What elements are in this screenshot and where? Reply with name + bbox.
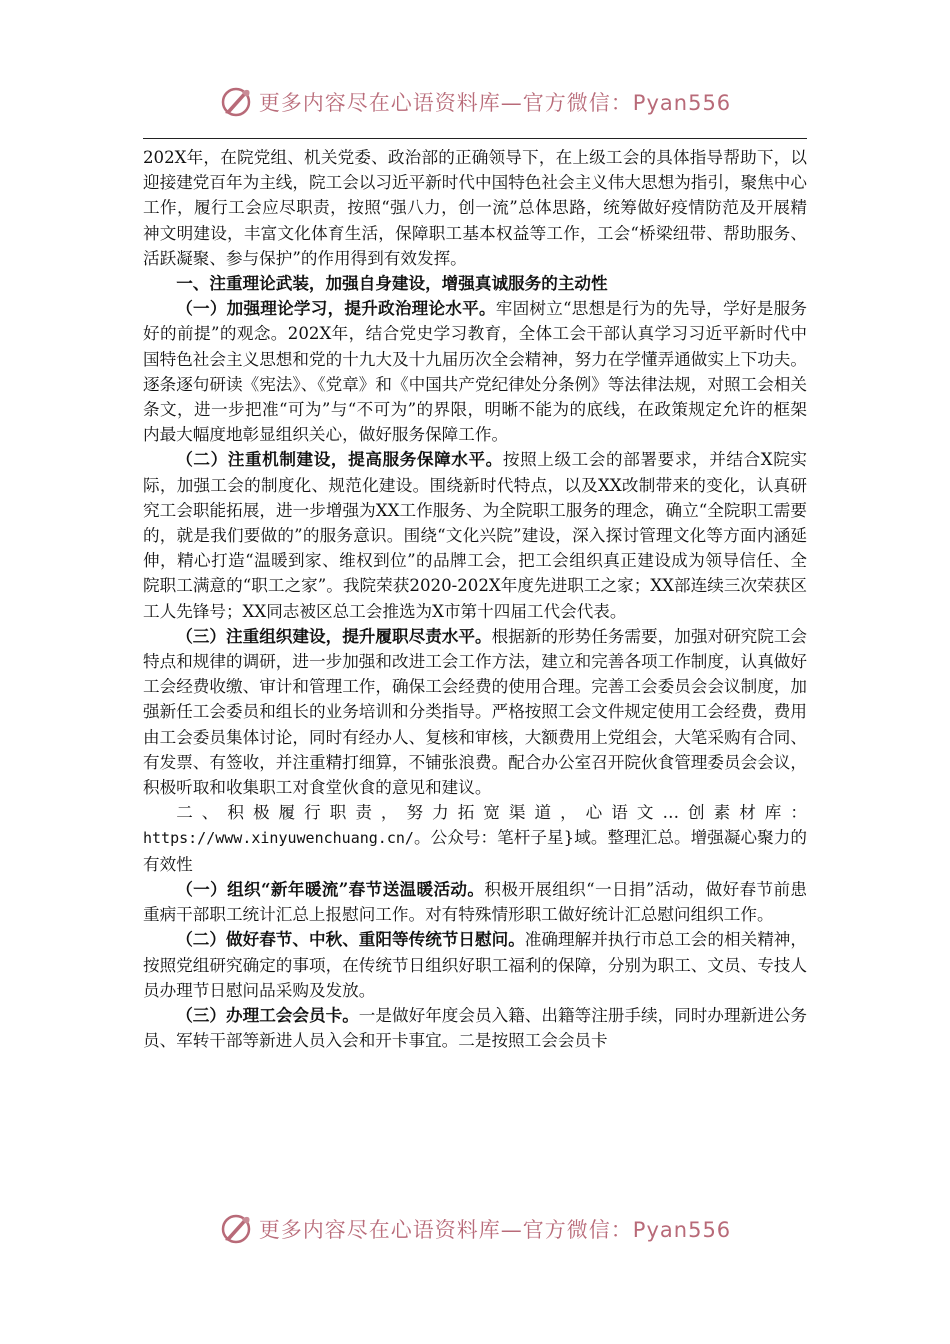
section-2-heading <box>143 800 807 877</box>
footer-banner <box>0 1207 950 1251</box>
footer-banner-text: 更多内容尽在心语资料库—官方微信：Pyan556 <box>258 1218 732 1242</box>
section-1-item-1-text: 牢固树立“思想是行为的先导，学好是服务好的前提”的观念。202X年，结合党史学习教育，全体工会干部认真学习习近平新时代中国特色社会主义思想和党的十九大及十九届历次全会精神，努力在学懂弄通做实上下功夫。逐条逐句研读《宪法》、《党章》和《中国共产党纪律处分条例》等法律法规，对照工会相关条文，进一步把准“可为”与“不可为”的界限，明晰不能为的底线，在政策规定允许的框架内最大幅度地彰显组织关心，做好服务保障工作。 <box>143 299 808 445</box>
header-banner <box>0 80 950 124</box>
section-2-item-2-title: （二）做好春节、中秋、重阳等传统节日慰问。 <box>176 929 525 950</box>
section-1-item-3-text: 根据新的形势任务需要，加强对研究院工会特点和规律的调研，进一步加强和改进工会工作方法，建立和完善各项工作制度，认真做好工会经费收缴、审计和管理工作，确保工会经费的使用合理。完善工会委员会会议制度，加强新任工会委员和组长的业务培训和分类指导。严格按照工会文件规定使用工会经费，费用由工会委员集体讨论，同时有经办人、复核和审核，大额费用上党组会，大笔采购有合同、有发票、有签收，并注重精打细算，不铺张浪费。配合办公室召开院伙食管理委员会会议，积极听取和收集职工对食堂伙食的意见和建议。 <box>143 626 808 798</box>
header-banner-text: 更多内容尽在心语资料库—官方微信：Pyan556 <box>258 91 732 115</box>
section-2-item-1 <box>143 877 807 927</box>
section-2-item-3-title: （三）办理工会会员卡。 <box>176 1004 359 1025</box>
section-2-item-2 <box>143 927 807 1003</box>
section-1-item-2 <box>143 447 807 623</box>
section-2-item-1-text: 积极开展组织“一日捐”活动，做好春节前患重病干部职工统计汇总上报慰问工作。对有特殊情形职工做好统计汇总慰问组织工作。 <box>143 879 807 925</box>
quill-logo-icon <box>219 85 253 119</box>
section-1-item-1 <box>143 296 807 447</box>
section-1-item-3 <box>143 624 807 800</box>
header-divider <box>143 138 807 139</box>
document-body <box>143 145 807 1053</box>
section-1-heading: 一、注重理论武装，加强自身建设，增强真诚服务的主动性 <box>176 273 608 294</box>
section-1-item-3-title: （三）注重组织建设，提升履职尽责水平。 <box>176 625 492 646</box>
watermark-url-link[interactable]: https://www.xinyuwenchuang.cn/ <box>143 829 414 848</box>
section-2-item-1-title: （一）组织“新年暖流”春节送温暖活动。 <box>176 878 485 899</box>
section-2-item-2-text: 准确理解并执行市总工会的相关精神，按照党组研究确定的事项，在传统节日组织好职工福利的保障，分别为职工、文员、专技人员办理节日慰问品采购及发放。 <box>143 930 807 1000</box>
section-1-item-2-text: 按照上级工会的部署要求，并结合X院实际，加强工会的制度化、规范化建设。围绕新时代特点，以及XX改制带来的变化，认真研究工会职能拓展，进一步增强为XX工作服务、为全院职工服务的理念，确立“全院职工需要的，就是我们要做的”的服务意识。围绕“文化兴院”建设，深入探讨管理文化等方面内涵延伸，精心打造“温暖到家、维权到位”的品牌工会，把工会组织真正建设成为领导信任、全院职工满意的“职工之家”。我院荣获2020-202X年度先进职工之家；XX部连续三次荣获区工人先锋号；XX同志被区总工会推选为X市第十四届工代会代表。 <box>143 450 808 621</box>
section-2-heading-part2: 。公众号：笔杆子星}域。整理汇总。增强凝心聚力的有效性 <box>143 828 807 874</box>
section-2-item-3-text: 一是做好年度会员入籍、出籍等注册手续，同时办理新进公务员、军转干部等新进人员入会和开卡事宜。二是按照工会会员卡 <box>143 1005 808 1051</box>
intro-paragraph: 202X年，在院党组、机关党委、政治部的正确领导下，在上级工会的具体指导帮助下，以迎接建党百年为主线，院工会以习近平新时代中国特色社会主义伟大思想为指引，聚焦中心工作，履行工会应尽职责，按照“强八力，创一流”总体思路，统筹做好疫情防范及开展精神文明建设，丰富文化体育生活，保障职工基本权益等工作，工会“桥梁纽带、帮助服务、活跃凝聚、参与保护”的作用得到有效发挥。 <box>143 148 807 268</box>
quill-logo-icon <box>219 1212 253 1246</box>
section-2-item-3 <box>143 1003 807 1053</box>
section-1-item-2-title: （二）注重机制建设，提高服务保障水平。 <box>176 449 503 470</box>
section-1-item-1-title: （一）加强理论学习，提升政治理论水平。 <box>176 298 496 319</box>
section-2-heading-part1: 二、积极履行职责，努力拓宽渠道，心语文…创素材库： <box>176 803 807 823</box>
